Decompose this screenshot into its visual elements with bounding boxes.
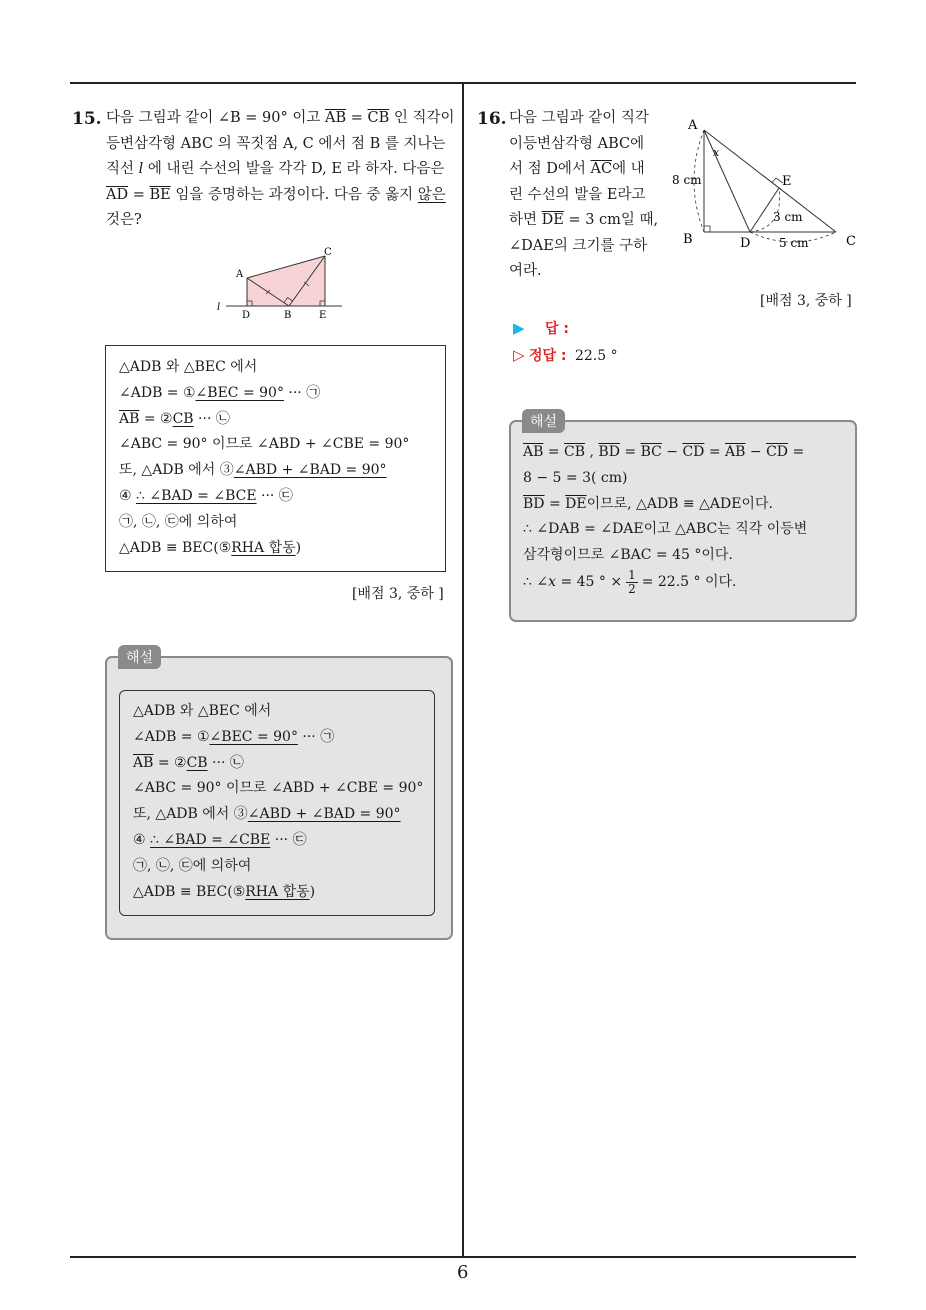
proof-line-8: △ADB ≡ BEC(⑤RHA 합동) <box>119 539 302 556</box>
q15-line-3: 직선 l 에 내린 수선의 발을 각각 D, E 라 하자. 다음은 <box>106 161 445 177</box>
proof-line-4: ∠ABC = 90° 이므로 ∠ABD + ∠CBE = 90° <box>119 436 410 453</box>
label-d: D <box>242 310 251 321</box>
column-divider <box>462 82 464 1258</box>
answer-label: 답 : <box>545 321 569 337</box>
label-3cm: 3 cm <box>773 210 803 224</box>
correct-label: 정답 : <box>529 348 567 364</box>
q16-explanation-content <box>523 440 807 596</box>
proof-line-6: ④ ∴ ∠BAD = ∠BCE ··· ㉢ <box>119 487 293 504</box>
q16-line-1: 다음 그림과 같이 직각 <box>509 110 649 126</box>
label-8cm: 8 cm <box>672 173 702 187</box>
q16-expl-line-5: 삼각형이므로 ∠BAC = 45 °이다. <box>523 547 733 564</box>
proof-line-1: △ADB 와 △BEC 에서 <box>119 359 258 375</box>
proof-line-3: $\overline{AB}$ = ②CB ··· ㉡ <box>119 410 230 427</box>
label-a: A <box>236 269 244 280</box>
label-5cm: 5 cm <box>779 236 809 250</box>
question-15-text <box>106 106 458 234</box>
expl-line-4: ∠ABC = 90° 이므로 ∠ABD + ∠CBE = 90° <box>133 780 424 797</box>
q16-expl-line-1: $\overline{AB} = \overline{CB}$ , $\overline{BD} = \overline{BC} - \overline{CD} = \overline{AB} - \overline{CD}$ = <box>523 444 805 460</box>
expl-line-3: $\overline{AB}$ = ②CB ··· ㉡ <box>133 754 244 771</box>
q16-line-6: ∠DAE의 크기를 구하 <box>509 237 648 254</box>
question-16-number: 16. <box>477 109 507 129</box>
label-b: B <box>683 232 693 247</box>
q15-explanation-box <box>105 656 453 940</box>
label-e: E <box>782 174 792 189</box>
correct-value: 22.5 ° <box>574 348 618 364</box>
proof-line-5: 또, △ADB 에서 ③∠ABD + ∠BAD = 90° <box>119 462 387 479</box>
expl-line-1: △ADB 와 △BEC 에서 <box>133 703 272 719</box>
answer-line <box>513 318 569 338</box>
q15-line-5: 것은? <box>106 212 142 228</box>
q16-expl-line-3: $\overline{BD} = \overline{DE}$이므로, △ADB ≡ △ADE이다. <box>523 495 773 512</box>
q16-expl-line-2: 8 − 5 = 3( cm) <box>523 469 628 486</box>
question-16-text <box>509 106 659 285</box>
right-angle-mark-b <box>704 226 710 232</box>
q15-line-2: 등변삼각형 ABC 의 꼭짓점 A, C 에서 점 B 를 지나는 <box>106 135 446 152</box>
proof-line-2: ∠ADB = ①∠BEC = 90° ··· ㉠ <box>119 384 321 401</box>
q16-line-7: 여라. <box>509 263 542 279</box>
q15-figure <box>212 244 352 322</box>
q16-explanation-box <box>509 420 857 622</box>
label-x: x <box>713 146 720 159</box>
expl-line-6: ④ ∴ ∠BAD = ∠CBE ··· ㉢ <box>133 831 307 848</box>
expl-line-2: ∠ADB = ①∠BEC = 90° ··· ㉠ <box>133 728 335 745</box>
page-number: 6 <box>457 1262 469 1283</box>
q16-expl-line-6: ∴ ∠x = 45 ° × $\frac{1}{2}$ = 22.5 ° 이다. <box>523 567 737 596</box>
q16-figure <box>666 112 866 254</box>
q16-line-3: 서 점 D에서 $\overline{AC}$에 내 <box>509 161 645 177</box>
q15-explanation-inner <box>119 690 435 916</box>
bottom-rule <box>70 1256 856 1258</box>
label-a: A <box>688 118 698 133</box>
label-c: C <box>324 247 332 258</box>
segment-ac <box>704 130 836 232</box>
proof-line-7: ㉠, ㉡, ㉢에 의하여 <box>119 513 238 530</box>
q15-line-4: $\overline{AD} = \overline{BE}$ 임을 증명하는 과정이다. 다음 중 옳지 않은 <box>106 186 446 203</box>
expl-line-5: 또, △ADB 에서 ③∠ABD + ∠BAD = 90° <box>133 806 401 823</box>
answer-arrow-icon: ▶ <box>513 319 525 337</box>
fraction-one-half: $\frac{1}{2}$ <box>628 567 636 596</box>
question-15-number: 15. <box>72 109 102 129</box>
q15-score: [배점 3, 중하 ] <box>352 586 444 602</box>
q15-line-1: 다음 그림과 같이 ∠B = 90° 이고 $\overline{AB} = \overline{CB}$ 인 직각이 <box>106 110 455 126</box>
q16-explanation-tag: 해설 <box>522 409 565 433</box>
label-e: E <box>319 310 327 321</box>
q15-figure-fill <box>247 256 325 306</box>
label-c: C <box>846 234 856 249</box>
correct-answer-line <box>513 345 618 365</box>
q16-expl-line-4: ∴ ∠DAB = ∠DAE이고 △ABC는 직각 이등변 <box>523 521 808 538</box>
q16-line-4: 린 수선의 발을 E라고 <box>509 186 646 203</box>
correct-arrow-icon: ▷ <box>513 346 525 364</box>
label-l: l <box>217 302 221 313</box>
expl-line-8: △ADB ≡ BEC(⑤RHA 합동) <box>133 883 316 900</box>
q16-line-2: 이등변삼각형 ABC에 <box>509 135 645 152</box>
segment-ad <box>704 130 750 232</box>
q16-score: [배점 3, 중하 ] <box>760 293 852 309</box>
q15-proof-box <box>105 345 446 572</box>
expl-line-7: ㉠, ㉡, ㉢에 의하여 <box>133 857 252 874</box>
label-b: B <box>284 310 292 321</box>
q15-explanation-tag: 해설 <box>118 645 161 669</box>
label-d: D <box>740 236 751 251</box>
q16-line-5: 하면 $\overline{DE} = 3$ cm일 때, <box>509 212 659 228</box>
